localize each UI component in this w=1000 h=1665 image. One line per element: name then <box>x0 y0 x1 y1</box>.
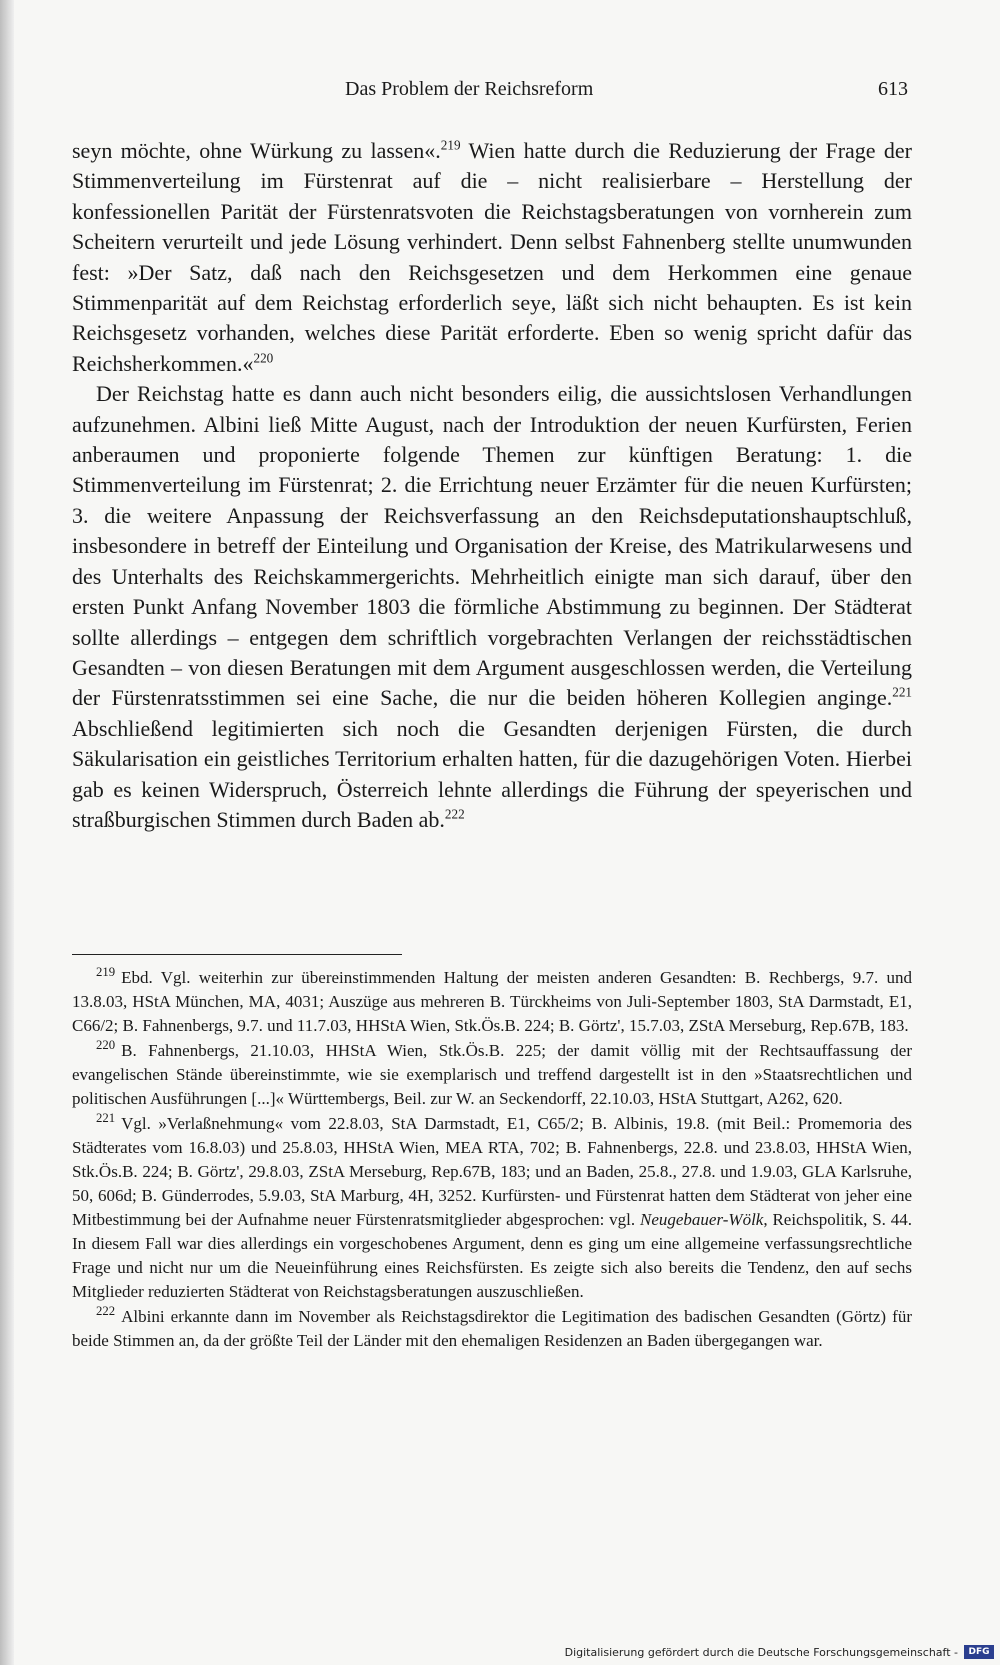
footnote-text: B. Fahnenbergs, 21.10.03, HHStA Wien, Stk.Ös.B. 225; der damit völlig mit der Rechtsauffassung der evangelischen Stände übereinstimmte, wie sie exemplarisch und treffend dargestellt ist in den »Staatsrechtlichen und politischen Ausführungen [...]« Württembergs, Beil. zur W. an Seckendorff, 22.10.03, HStA Stuttgart, A262, 620. <box>72 1041 912 1108</box>
footnote-220 <box>72 1039 912 1111</box>
cited-author: Neugebauer-Wölk <box>640 1210 764 1229</box>
footnote-number: 221 <box>96 1111 116 1126</box>
footnote-text-part-a: Vgl. »Verlaßnehmung« vom 22.8.03, StA Darmstadt, E1, C65/2; B. Albinis, 19.8. (mit Beil.: Promemoria des Städterates vom 16.8.03) und 25.8.03, HHStA Wien, MEA RTA, 702; B. Fahnenbergs, 22.8. und 23.8.03, HHStA Wien, Stk.Ös.B. 224; B. Görtz', 29.8.03, ZStA Merseburg, Rep.67B, 183; und an Baden, 25.8., 27.8. und 1.9.03, GLA Karlsruhe, 50, 606d; B. Günderrodes, 5.9.03, StA Marburg, 4H, 3252. Kurfürsten- und Fürstenrat hatten dem Städterat von jeher eine Mitbestimmung bei der Aufnahme neuer Fürstenratsmitglieder abgesprochen: vgl. <box>72 1114 912 1229</box>
footnote-number: 222 <box>96 1304 116 1319</box>
credit-text: Digitalisierung gefördert durch die Deutsche Forschungsgemeinschaft - <box>564 1645 958 1659</box>
paragraph-1 <box>72 136 912 379</box>
footnote-ref-219[interactable]: 219 <box>440 137 461 153</box>
footnote-text: Ebd. Vgl. weiterhin zur übereinstimmenden Haltung der meisten anderen Gesandten: B. Rechbergs, 9.7. und 13.8.03, HStA München, MA, 4031; Auszüge aus mehreren B. Türckheims von Juli-September 1803, StA Darmstadt, E1, C66/2; B. Fahnenbergs, 9.7. und 11.7.03, HHStA Wien, Stk.Ös.B. 224; B. Görtz', 15.7.03, ZStA Merseburg, Rep.67B, 183. <box>72 968 912 1035</box>
footnote-text-part-b: , Reichspolitik, S. 44. In diesem Fall war dies allerdings ein vorgeschobenes Argument, denn es ging um eine allgemeine verfassungsrechtliche Frage und nicht nur um die Neueinführung eines Reichsfürsten. Es zeigte sich also bereits die Tendenz, den auf sechs Mitglieder reduzierten Städterat von Reichstagsberatungen auszuschließen. <box>72 1210 912 1301</box>
footnote-text: Albini erkannte dann im November als Reichstagsdirektor die Legitimation des badischen Gesandten (Görtz) für beide Stimmen an, da der größte Teil der Länder mit den ehemaligen Residenzen an Baden übergegangen war. <box>72 1307 912 1350</box>
footnotes <box>72 966 912 1354</box>
footnote-219 <box>72 966 912 1038</box>
footnote-number: 220 <box>96 1038 116 1053</box>
footnote-ref-221[interactable]: 221 <box>892 684 912 700</box>
page-number: 613 <box>878 78 908 100</box>
running-head <box>75 78 908 104</box>
paragraph-1-part-a: seyn möchte, ohne Würkung zu lassen«. <box>72 138 441 163</box>
book-spine-shadow <box>0 0 14 1665</box>
paragraph-2-part-b: Abschließend legitimierten sich noch die Gesandten derjenigen Fürsten, die durch Säkularisation ein geistliches Territorium erhalten hatten, für die dazugehörigen Voten. Hierbei gab es keinen Widerspruch, Österreich lehnte allerdings die Führung der speyerischen und straßburgischen Stimmen durch Baden ab. <box>72 715 912 832</box>
running-title: Das Problem der Reichsreform <box>345 78 594 100</box>
footnote-separator <box>72 954 402 955</box>
paragraph-2 <box>72 379 912 835</box>
main-text <box>72 136 912 835</box>
paragraph-1-part-b: Wien hatte durch die Reduzierung der Frage der Stimmenverteilung im Fürstenrat auf die – nicht realisierbare – Herstellung der konfessionellen Parität der Fürstenratsvoten die Reichstagsberatungen von vornherein zum Scheitern verurteilt und jede Lösung verhindert. Denn selbst Fahnenberg stellte unumwunden fest: »Der Satz, daß nach den Reichsgesetzen und dem Herkommen eine genaue Stimmenparität auf dem Reichstag erforderlich seye, läßt sich nicht behaupten. Es ist kein Reichsgesetz vorhanden, welches diese Parität erforderte. Eben so wenig spricht dafür das Reichsherkommen.« <box>72 138 913 376</box>
digitization-credit <box>565 1643 994 1661</box>
footnote-221 <box>72 1112 912 1304</box>
footnote-ref-220[interactable]: 220 <box>253 350 274 366</box>
dfg-logo-icon: DFG <box>964 1645 994 1659</box>
paragraph-2-part-a: Der Reichstag hatte es dann auch nicht besonders eilig, die aussichtslosen Verhandlungen aufzunehmen. Albini ließ Mitte August, nach der Introduktion der neuen Kurfürsten, Ferien anberaumen und proponierte folgende Themen zur künftigen Beratung: 1. die Stimmenverteilung im Fürstenrat; 2. die Errichtung neuer Erzämter für die neuen Kurfürsten; 3. die weitere Anpassung der Reichsverfassung an den Reichsdeputationshauptschluß, insbesondere in betreff der Einteilung und Organisation der Kreise, des Matrikularwesens und des Unterhalts des Reichskammergerichts. Mehrheitlich einigte man sich darauf, über den ersten Punkt Anfang November 1803 die förmliche Abstimmung zu beginnen. Der Städterat sollte allerdings – entgegen dem schriftlich vorgebrachten Verlangen der reichsstädtischen Gesandten – von diesen Beratungen mit dem Argument ausgeschlossen werden, die Verteilung der Fürstenratsstimmen sei eine Sache, die nur die beiden höheren Kollegien anginge. <box>72 381 912 711</box>
footnote-number: 219 <box>96 965 116 980</box>
footnote-ref-222[interactable]: 222 <box>444 806 465 822</box>
footnote-222 <box>72 1305 912 1353</box>
